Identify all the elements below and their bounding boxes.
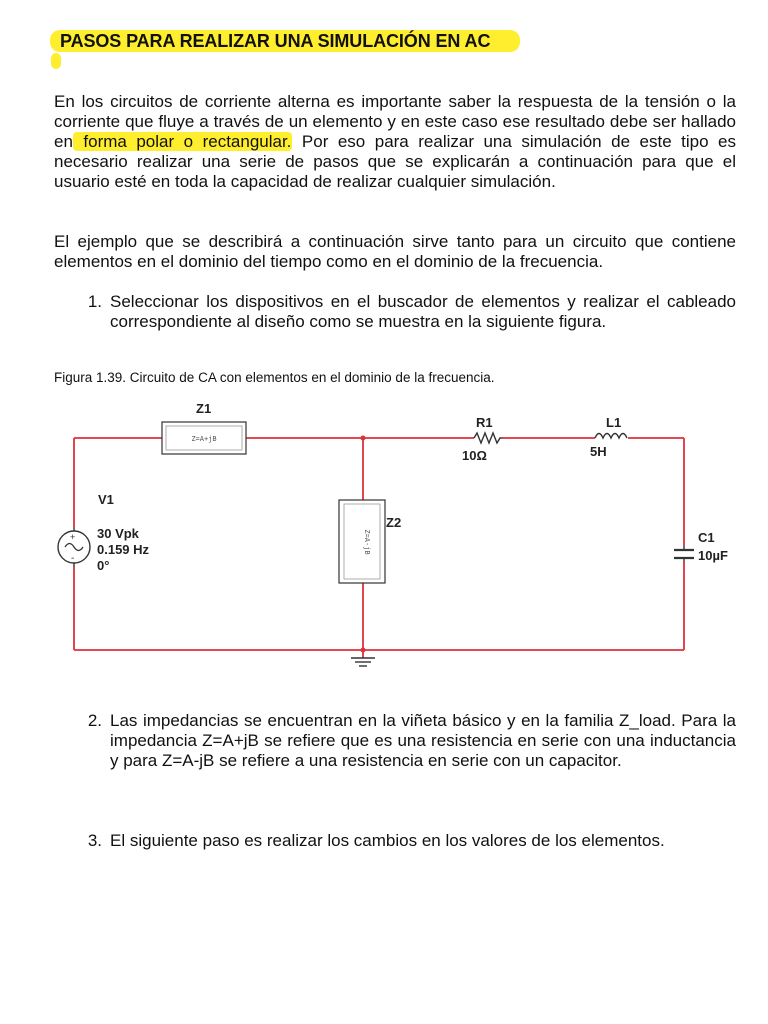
page-title: PASOS PARA REALIZAR UNA SIMULACIÓN EN AC	[60, 31, 491, 51]
list-item-text: Las impedancias se encuentran en la viñeta básico y en la familia Z_load. Para la impedancia Z=A+jB se refiere que es una resistencia en serie con una inductancia y para Z=A-jB se refiere a una resistencia en serie con un capacitor.	[110, 711, 736, 770]
v1-label: V1	[98, 492, 114, 507]
paragraph-2: El ejemplo que se describirá a continuación sirve tanto para un circuito que contiene elementos en el dominio del tiempo como en el dominio de la frecuencia.	[54, 232, 736, 271]
list-item-number: 1.	[87, 292, 102, 311]
intro-text-after: Por eso para realizar una simulación de este tipo es necesario realizar una serie de pasos que se explicarán a continuación para que el usuario esté en toda la capacidad de realizar cualquier simulación.	[54, 132, 736, 191]
z2-impedance	[339, 500, 401, 583]
svg-text:+: +	[70, 532, 76, 542]
z1-value: Z=A+jB	[191, 435, 217, 443]
ground-icon	[351, 658, 375, 666]
v1-phase: 0°	[97, 558, 110, 573]
v1-ac-source	[58, 492, 150, 573]
intro-highlight: forma polar o rectangular.	[73, 132, 292, 151]
v1-frequency: 0.159 Hz	[97, 542, 150, 557]
r1-resistor	[462, 415, 502, 463]
intro-text-before: En los circuitos de corriente alterna es importante saber la respuesta de la tensión o la corriente que fluye a través de un elemento y en este caso ese resultado debe ser hallado en	[54, 92, 736, 151]
junction-node	[361, 648, 366, 653]
list-item-number: 2.	[87, 711, 102, 730]
r1-value: 10Ω	[462, 448, 487, 463]
highlight-mark	[51, 53, 61, 69]
z2-label: Z2	[386, 515, 402, 530]
z1-label: Z1	[196, 401, 212, 416]
junction-node	[361, 436, 366, 441]
l1-value: 5H	[590, 444, 607, 459]
v1-amplitude: 30 Vpk	[97, 526, 139, 541]
circuit-diagram	[0, 390, 768, 680]
c1-value: 10µF	[698, 548, 728, 563]
figure-caption: Figura 1.39. Circuito de CA con elementos en el dominio de la frecuencia.	[54, 370, 495, 385]
intro-paragraph	[54, 92, 736, 192]
r1-label: R1	[476, 415, 493, 430]
l1-label: L1	[606, 415, 622, 430]
c1-label: C1	[698, 530, 715, 545]
c1-capacitor	[674, 530, 728, 563]
list-item-number: 3.	[87, 831, 102, 850]
list-item-text: El siguiente paso es realizar los cambios en los valores de los elementos.	[110, 831, 665, 850]
list-item-text: Seleccionar los dispositivos en el buscador de elementos y realizar el cableado correspondiente al diseño como se muestra en la siguiente figura.	[110, 292, 736, 331]
z1-impedance	[162, 401, 246, 454]
svg-text:-: -	[71, 553, 75, 564]
l1-inductor	[590, 415, 627, 459]
z2-value: Z=A-jB	[363, 529, 371, 555]
